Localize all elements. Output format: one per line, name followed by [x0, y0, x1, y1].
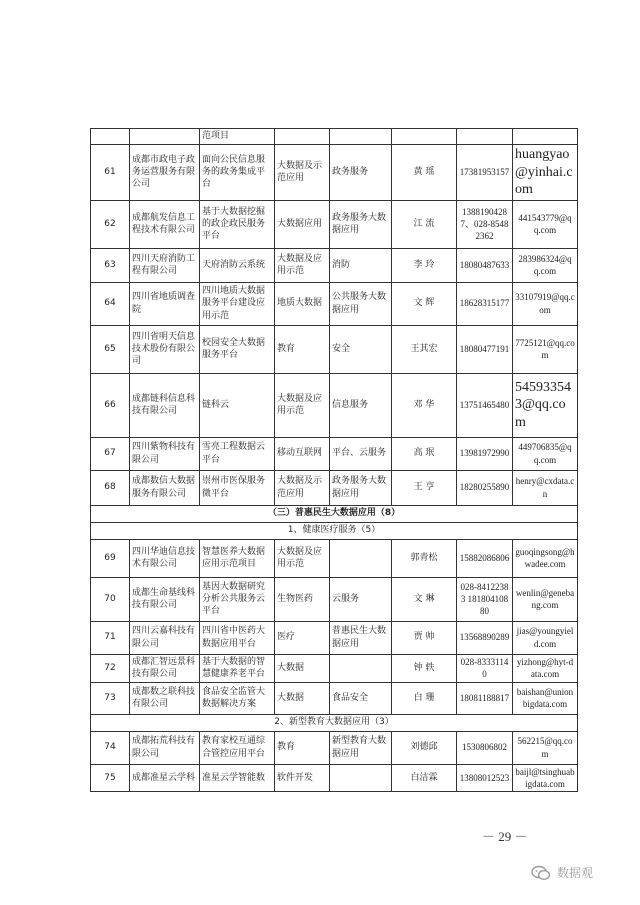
cell-person: 刘德邱 [392, 731, 457, 764]
cell-company: 成都航发信息工程技术有限公司 [130, 200, 200, 248]
cell-tech: 大数据及示范应用 [275, 145, 330, 201]
cell-phone: 13751465480 [457, 373, 513, 437]
cell-field: 新型教育大数据应用 [330, 731, 392, 764]
cell-company: 四川紫物科技有限公司 [130, 437, 200, 470]
cell-email: 441543779@qq.com [513, 200, 578, 248]
cell-email: baishan@unionbigdata.com [513, 682, 578, 714]
cell-company: 四川天府消防工程有限公司 [130, 248, 200, 282]
table-row [91, 145, 578, 201]
cell-tech: 大数据及应用示范 [275, 539, 330, 577]
cell-tech: 大数据应用 [275, 200, 330, 248]
cell-tech: 大数据及示范应用 [275, 470, 330, 505]
cell-email: jias@youngyield.com [513, 621, 578, 654]
cell-person: 李 玲 [392, 248, 457, 282]
cell-company: 成都汇智远景科技有限公司 [130, 654, 200, 682]
cell-person: 钟 轶 [392, 654, 457, 682]
cell-tech: 软件开发 [275, 764, 330, 791]
subsection-row-health-label: 1、健康医疗服务（5） [91, 522, 578, 539]
cell-company: 成都准星云学科 [130, 764, 200, 791]
cell-project: 崇州市医保服务微平台 [200, 470, 275, 505]
cell-person: 白 珊 [392, 682, 457, 714]
cell-company: 成都数信大数据服务有限公司 [130, 470, 200, 505]
cell-phone: 13981972990 [457, 437, 513, 470]
table-row [91, 248, 578, 282]
cell-person: 白洁霖 [392, 764, 457, 791]
cell-company: 成都链科信息科技有限公司 [130, 373, 200, 437]
cell-email: 283986324@qq.com [513, 248, 578, 282]
cell-phone: 028-83331140 [457, 654, 513, 682]
cell-tech: 大数据 [275, 682, 330, 714]
empty-cell [330, 129, 392, 145]
continuation-row [91, 129, 578, 145]
subsection-row-education [91, 714, 578, 731]
cell-company: 四川省地质调查院 [130, 282, 200, 325]
cell-no: 68 [91, 470, 130, 505]
empty-cell [91, 129, 130, 145]
section-title-row-label: （三）普惠民生大数据应用（8） [91, 505, 578, 522]
cell-field: 平台、云服务 [330, 437, 392, 470]
empty-cell [513, 129, 578, 145]
cell-person: 江 流 [392, 200, 457, 248]
cell-no: 67 [91, 437, 130, 470]
cell-email: huangyao@yinhai.com [513, 145, 578, 201]
cell-person: 贾 帅 [392, 621, 457, 654]
empty-cell [275, 129, 330, 145]
cell-phone: 13568890289 [457, 621, 513, 654]
cell-email: 33107919@qq.com [513, 282, 578, 325]
cell-email: 562215@qq.com [513, 731, 578, 764]
table-row [91, 577, 578, 621]
subsection-row-health [91, 522, 578, 539]
cell-field: 普惠民生大数据应用 [330, 621, 392, 654]
cell-project: 雪亮工程数据云平台 [200, 437, 275, 470]
cell-no: 72 [91, 654, 130, 682]
continuation-text: 范项目 [200, 129, 275, 145]
project-table [90, 128, 578, 792]
cell-phone: 13808012523 [457, 764, 513, 791]
cell-no: 73 [91, 682, 130, 714]
cell-tech: 大数据及应用示范 [275, 248, 330, 282]
empty-cell [457, 129, 513, 145]
subsection-row-education-label: 2、新型教育大数据应用（3） [91, 714, 578, 731]
cell-field [330, 654, 392, 682]
cell-tech: 教育 [275, 731, 330, 764]
cell-company: 四川省明天信息技术股份有限公司 [130, 325, 200, 373]
cell-no: 61 [91, 145, 130, 201]
cell-company: 成都市政电子政务运营服务有限公司 [130, 145, 200, 201]
cell-project: 基于大数据的智慧健康养老平台 [200, 654, 275, 682]
table-row [91, 682, 578, 714]
cell-project: 四川地质大数据服务平台建设应用示范 [200, 282, 275, 325]
cell-person: 高 珉 [392, 437, 457, 470]
cell-tech: 医疗 [275, 621, 330, 654]
cell-field [330, 539, 392, 577]
table-row [91, 470, 578, 505]
cell-person: 郭青松 [392, 539, 457, 577]
cell-company: 四川云嘉科技有限公司 [130, 621, 200, 654]
cell-project: 基因大数据研究分析公共服务云平台 [200, 577, 275, 621]
cell-phone: 18080477191 [457, 325, 513, 373]
cell-phone: 18081188817 [457, 682, 513, 714]
cell-email: yizhong@hyt-data.com [513, 654, 578, 682]
cell-field: 政务服务大数据应用 [330, 200, 392, 248]
cell-company: 成都生命基线科技有限公司 [130, 577, 200, 621]
cell-tech: 生物医药 [275, 577, 330, 621]
cell-phone: 13881904287、028-85482362 [457, 200, 513, 248]
cell-field: 食品安全 [330, 682, 392, 714]
cell-person: 王其宏 [392, 325, 457, 373]
cell-field: 云服务 [330, 577, 392, 621]
cell-field: 信息服务 [330, 373, 392, 437]
cell-person: 文 辉 [392, 282, 457, 325]
table-row [91, 764, 578, 791]
cell-phone: 18080487633 [457, 248, 513, 282]
cell-project: 食品安全监管大数据解决方案 [200, 682, 275, 714]
cell-no: 63 [91, 248, 130, 282]
empty-cell [130, 129, 200, 145]
table-row [91, 731, 578, 764]
cell-no: 75 [91, 764, 130, 791]
cell-project: 智慧医养大数据应用示范项目 [200, 539, 275, 577]
table-row [91, 437, 578, 470]
cell-phone: 17381953157 [457, 145, 513, 201]
cell-phone: 028-84122383 18180410880 [457, 577, 513, 621]
cell-phone: 1530806802 [457, 731, 513, 764]
table-row [91, 373, 578, 437]
cell-tech: 大数据及应用示范 [275, 373, 330, 437]
cell-field: 安全 [330, 325, 392, 373]
cell-company: 四川华迪信息技术有限公司 [130, 539, 200, 577]
table-row [91, 654, 578, 682]
cell-email: 7725121@qq.com [513, 325, 578, 373]
cell-no: 71 [91, 621, 130, 654]
watermark-text: 数据观 [557, 866, 594, 880]
cell-no: 74 [91, 731, 130, 764]
cell-email: wenlin@genebang.com [513, 577, 578, 621]
wechat-icon [531, 865, 551, 881]
section-title-row [91, 505, 578, 522]
cell-field: 消防 [330, 248, 392, 282]
cell-no: 70 [91, 577, 130, 621]
empty-cell [392, 129, 457, 145]
cell-person: 邓 华 [392, 373, 457, 437]
cell-project: 面向公民信息服务的政务集成平台 [200, 145, 275, 201]
cell-field [330, 764, 392, 791]
cell-field: 政务服务 [330, 145, 392, 201]
table-row [91, 621, 578, 654]
table-row [91, 200, 578, 248]
cell-tech: 教育 [275, 325, 330, 373]
cell-company: 成都拓荒科技有限公司 [130, 731, 200, 764]
cell-no: 62 [91, 200, 130, 248]
cell-project: 校园安全大数据服务平台 [200, 325, 275, 373]
cell-tech: 地质大数据 [275, 282, 330, 325]
cell-company: 成都数之联科技有限公司 [130, 682, 200, 714]
cell-person: 王 亨 [392, 470, 457, 505]
cell-project: 天府消防云系统 [200, 248, 275, 282]
table-row [91, 539, 578, 577]
cell-phone: 15882086806 [457, 539, 513, 577]
cell-phone: 18628315177 [457, 282, 513, 325]
cell-no: 69 [91, 539, 130, 577]
cell-project: 准星云学智能数 [200, 764, 275, 791]
cell-project: 教育家校互通综合管控应用平台 [200, 731, 275, 764]
cell-person: 文 琳 [392, 577, 457, 621]
cell-email: guoqingsong@hwadee.com [513, 539, 578, 577]
page-number: － 29 － [482, 829, 528, 844]
cell-email: baijl@tsinghuabigdata.com [513, 764, 578, 791]
watermark [531, 864, 593, 881]
cell-project: 四川省中医药大数据应用平台 [200, 621, 275, 654]
cell-no: 65 [91, 325, 130, 373]
cell-person: 黄 瑶 [392, 145, 457, 201]
cell-no: 64 [91, 282, 130, 325]
cell-tech: 移动互联网 [275, 437, 330, 470]
cell-field: 政务服务大数据应用 [330, 470, 392, 505]
cell-project: 链科云 [200, 373, 275, 437]
table-row [91, 325, 578, 373]
cell-no: 66 [91, 373, 130, 437]
cell-phone: 18280255890 [457, 470, 513, 505]
cell-project: 基于大数据挖掘的政企政民服务平台 [200, 200, 275, 248]
cell-email: 449706835@qq.com [513, 437, 578, 470]
cell-tech: 大数据 [275, 654, 330, 682]
table-row [91, 282, 578, 325]
cell-email: henry@cxdata.cn [513, 470, 578, 505]
cell-field: 公共服务大数据应用 [330, 282, 392, 325]
cell-email: 545933543@qq.com [513, 373, 578, 437]
